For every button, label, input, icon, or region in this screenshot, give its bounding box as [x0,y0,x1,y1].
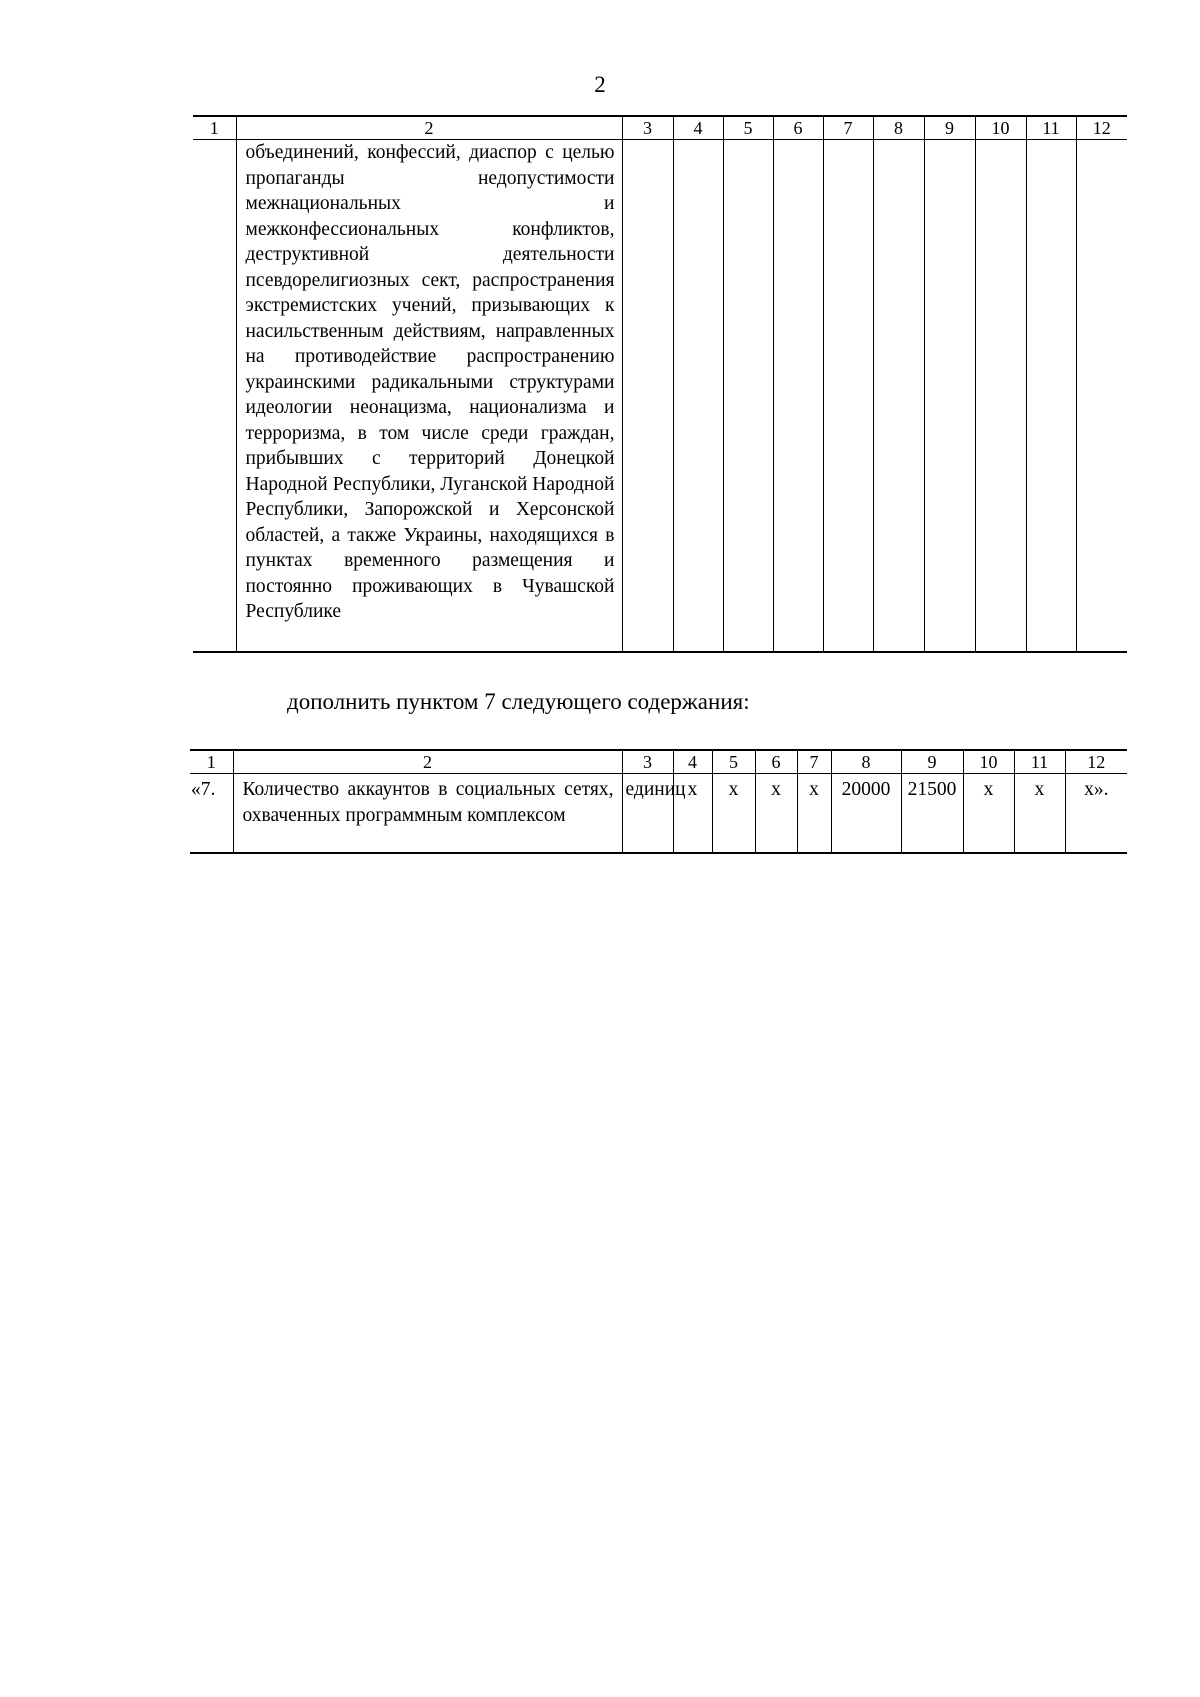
table-cell [873,140,924,653]
value-cell: х [755,774,797,854]
value-cell: 20000 [831,774,901,854]
value-cell: х [963,774,1014,854]
table-cell [673,140,723,653]
header-cell: 8 [873,116,924,140]
header-cell: 6 [773,116,823,140]
header-cell: 12 [1076,116,1127,140]
table-row [193,140,1127,653]
table-cell-num [193,140,236,653]
header-cell: 10 [963,750,1014,774]
amendment-paragraph: дополнить пунктом 7 следующего содержания: [287,689,750,714]
header-cell: 11 [1014,750,1065,774]
header-cell: 2 [236,116,622,140]
table-continuation [193,115,1127,653]
header-cell: 10 [975,116,1026,140]
table-cell [1076,140,1127,653]
table-row [190,774,1127,854]
header-cell: 5 [723,116,773,140]
header-cell: 3 [622,116,673,140]
table-cell [773,140,823,653]
item-description: Количество аккаунтов в социальных сетях, охваченных программным комплексом [233,774,622,854]
page-number: 2 [594,72,606,97]
header-cell: 6 [755,750,797,774]
table-cell [622,140,673,653]
item-unit: единиц [622,774,673,854]
table-cell-description: объединений, конфессий, диаспор с целью пропаганды недопустимости межнациональных и межконфессиональных конфликтов, деструктивной деятельности псевдорелигиозных сект, распространения экстремистских учений, призывающих к насильственным действиям, направленных на противодействие распространению украинскими радикальными структурами идеологии неонацизма, национализма и терроризма, в том числе среди граждан, прибывших с территорий Донецкой Народной Республики, Луганской Народной Республики, Запорожской и Херсонской областей, а также Украины, находящихся в пунктах временного размещения и постоянно проживающих в Чувашской Республике [236,140,622,653]
header-cell: 7 [797,750,831,774]
header-cell: 4 [673,116,723,140]
table-cell [823,140,873,653]
header-cell: 3 [622,750,673,774]
value-cell: х [797,774,831,854]
header-cell: 12 [1065,750,1127,774]
table-cell [1026,140,1076,653]
table-new-item [190,749,1127,854]
header-cell: 9 [901,750,963,774]
header-cell: 7 [823,116,873,140]
value-cell: х [712,774,755,854]
value-cell: х [673,774,712,854]
value-cell: х [1014,774,1065,854]
table-cell [924,140,975,653]
header-cell: 4 [673,750,712,774]
value-cell: 21500 [901,774,963,854]
header-cell: 2 [233,750,622,774]
header-cell: 1 [193,116,236,140]
header-cell: 1 [190,750,233,774]
table-header-row [193,116,1127,140]
header-cell: 11 [1026,116,1076,140]
header-cell: 8 [831,750,901,774]
table-cell [723,140,773,653]
item-number: «7. [190,774,233,854]
header-cell: 5 [712,750,755,774]
table-cell [975,140,1026,653]
header-cell: 9 [924,116,975,140]
table-header-row [190,750,1127,774]
value-cell: х». [1065,774,1127,854]
